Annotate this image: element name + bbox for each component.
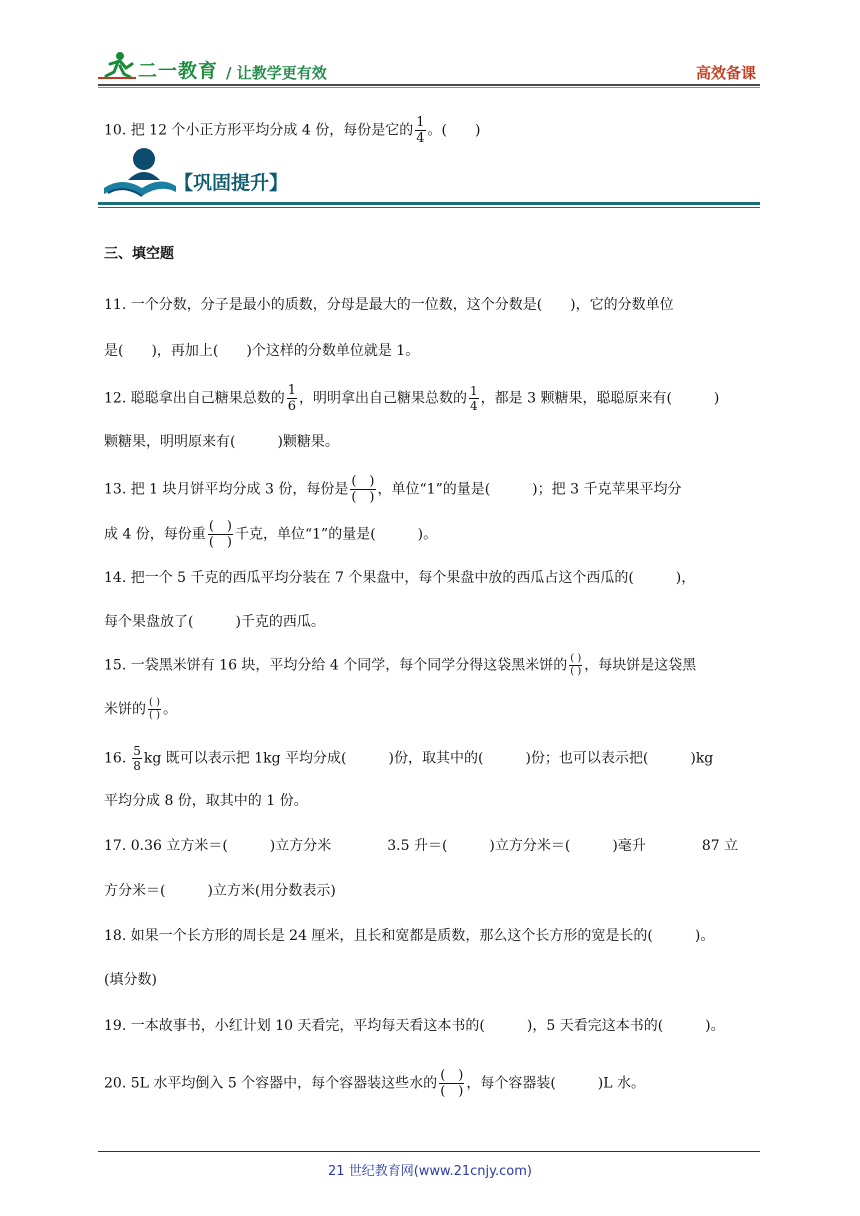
q10-answer: 。( ): [427, 122, 481, 139]
logo-text: 二一教育: [138, 60, 219, 82]
reader-book-icon: [102, 146, 178, 202]
section-heading: 三、填空题: [104, 246, 174, 262]
question-19: 19. 一本故事书，小红计划 10 天看完，平均每天看这本书的( )，5 天看完这本书的( )。: [104, 1018, 725, 1034]
question-12-line-2: 颗糖果，明明原来有( )颗糖果。: [104, 434, 339, 450]
q16-fraction: $\frac{5}{8}$: [133, 744, 141, 773]
header-slogan: / 让教学更有效: [226, 64, 327, 82]
question-15-line-2: 米饼的 $\frac{( )}{( )}$ 。: [104, 697, 177, 721]
banner-title: 【巩固提升】: [174, 172, 289, 194]
header-tagline: 高效备课: [695, 64, 756, 82]
question-11-line-1: 11. 一个分数，分子是最小的质数，分母是最大的一位数，这个分数是( )，它的分数单位: [104, 297, 674, 313]
question-13-line-2: 成 4 份，每份重 $\frac{( )}{( )}$ 千克，单位“1”的量是( )。: [104, 519, 438, 550]
question-17-line-2: 方分米＝( )立方米(用分数表示): [104, 883, 336, 899]
question-12-line-1: 12. 聪聪拿出自己糖果总数的 $\frac{1}{6}$ ，明明拿出自己糖果总数的 $\frac{1}{4}$ ，都是 3 颗糖果，聪聪原来有( ): [104, 383, 720, 414]
q10-fraction: $\frac{1}{4}$: [416, 115, 425, 146]
question-11-line-2: 是( )，再加上( )个这样的分数单位就是 1。: [104, 343, 420, 359]
q13-blank-fraction-2: $\frac{( )}{( )}$: [208, 519, 232, 550]
question-20: 20. 5L 水平均倒入 5 个容器中，每个容器装这些水的 $\frac{( )}{( )}$ ，每个容器装( )L 水。: [104, 1068, 646, 1099]
header-rule-thin: [98, 87, 760, 88]
q15-blank-fraction-1: $\frac{( )}{( )}$: [570, 653, 582, 677]
question-14-line-2: 每个果盘放了( )千克的西瓜。: [104, 614, 325, 630]
question-18-line-1: 18. 如果一个长方形的周长是 24 厘米，且长和宽都是质数，那么这个长方形的宽是长的( )。: [104, 928, 715, 944]
page-header: [98, 50, 760, 84]
q20-blank-fraction: $\frac{( )}{( )}$: [440, 1068, 464, 1099]
q12-fraction-2: $\frac{1}{4}$: [470, 384, 478, 413]
banner-rule: [98, 202, 760, 205]
q12-fraction-1: $\frac{1}{6}$: [287, 383, 296, 414]
question-16-line-2: 平均分成 8 份，取其中的 1 份。: [104, 793, 308, 809]
question-13-line-1: 13. 把 1 块月饼平均分成 3 份，每份是 $\frac{( )}{( )}$ ，单位“1”的量是( )；把 3 千克苹果平均分: [104, 474, 682, 505]
q13-blank-fraction-1: $\frac{( )}{( )}$: [351, 474, 375, 505]
question-14-line-1: 14. 把一个 5 千克的西瓜平均分装在 7 个果盘中，每个果盘中放的西瓜占这个西瓜的( )，: [104, 570, 696, 586]
banner-rule-thin: [98, 207, 760, 208]
section-banner: [98, 146, 760, 212]
header-rule: [98, 84, 760, 86]
question-15-line-1: 15. 一袋黑米饼有 16 块，平均分给 4 个同学，每个同学分得这袋黑米饼的 $\frac{( )}{( )}$ ，每块饼是这袋黑: [104, 653, 697, 677]
footer-source: 21 世纪教育网(www.21cnjy.com): [328, 1164, 532, 1179]
question-17-line-1: 17. 0.36 立方米＝( )立方分米 3.5 升＝( )立方分米＝( )毫升 87 立: [104, 838, 739, 854]
q15-blank-fraction-2: $\frac{( )}{( )}$: [149, 697, 160, 721]
q10-text: 10. 把 12 个小正方形平均分成 4 份，每份是它的: [104, 122, 414, 139]
question-16-line-1: 16. $\frac{5}{8}$ kg 既可以表示把 1kg 平均分成( )份，取其中的( )份；也可以表示把( )kg: [104, 744, 714, 773]
footer-rule: [98, 1151, 760, 1152]
question-18-line-2: (填分数): [104, 972, 157, 988]
question-10: [104, 116, 480, 145]
